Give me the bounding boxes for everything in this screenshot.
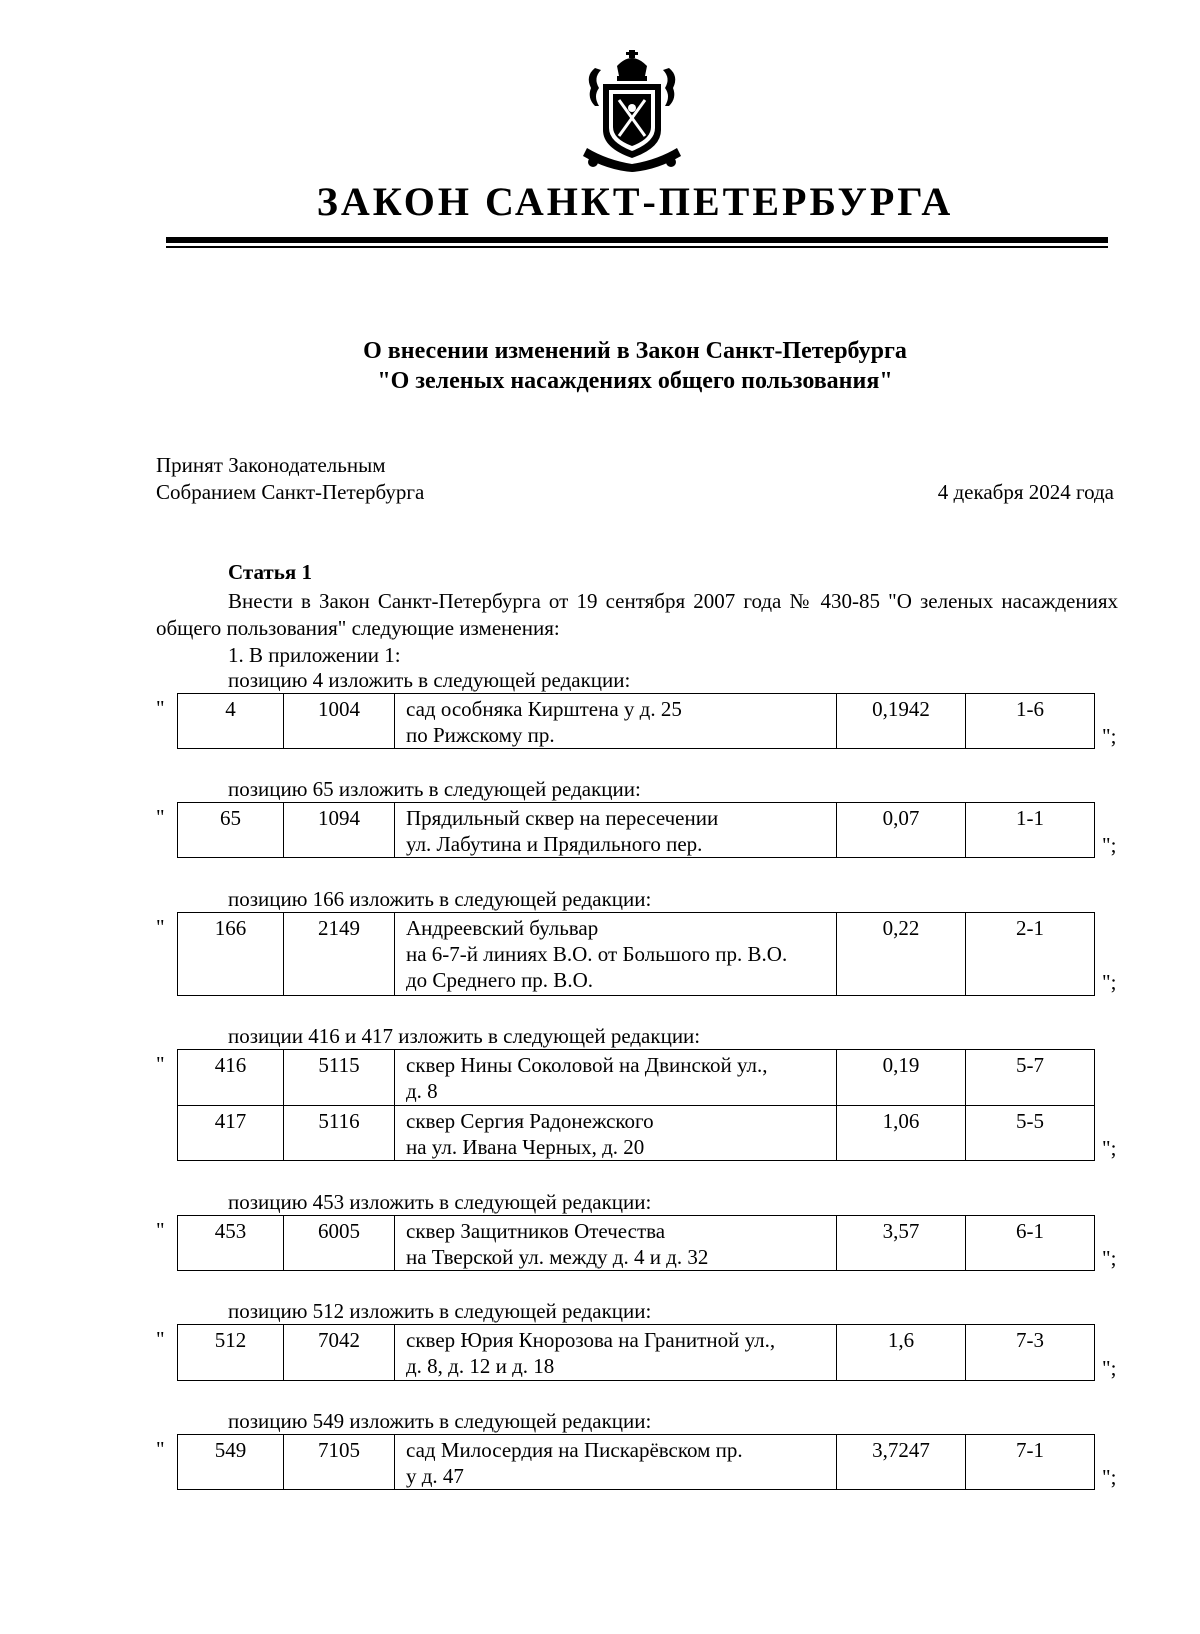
cell-name <box>395 803 837 858</box>
name-line: по Рижскому пр. <box>406 723 555 747</box>
title-rule-thick <box>166 237 1108 243</box>
block-intro: позицию 4 изложить в следующей редакции: <box>228 668 631 692</box>
cell-code: 6005 <box>284 1216 395 1271</box>
cell-position-number: 416 <box>178 1050 284 1106</box>
block-intro: позицию 512 изложить в следующей редакции: <box>228 1299 652 1323</box>
name-line: у д. 47 <box>406 1464 464 1488</box>
quote-close: "; <box>1102 1356 1117 1380</box>
quote-open: " <box>156 1052 165 1076</box>
cell-area: 1,06 <box>837 1106 966 1161</box>
article-title: Статья 1 <box>228 560 312 584</box>
block-intro: позицию 549 изложить в следующей редакции: <box>228 1409 652 1433</box>
article-text: Внести в Закон Санкт-Петербурга от 19 сентября 2007 года № 430-85 "О зеленых насаждениях общего пользования" следующие изменения: <box>156 589 1118 640</box>
name-line: сквер Защитников Отечества <box>406 1219 666 1243</box>
cell-code: 5116 <box>284 1106 395 1161</box>
cell-code: 1094 <box>284 803 395 858</box>
quote-close: "; <box>1102 1246 1117 1270</box>
document-subtitle <box>0 336 1200 396</box>
name-line: д. 8, д. 12 и д. 18 <box>406 1354 555 1378</box>
position-table <box>177 1049 1095 1161</box>
cell-code: 2149 <box>284 913 395 996</box>
table-row <box>178 1106 1095 1161</box>
name-line: сквер Юрия Кнорозова на Гранитной ул., <box>406 1328 776 1352</box>
cell-zone: 5-5 <box>966 1106 1095 1161</box>
quote-close: "; <box>1102 724 1117 748</box>
name-line: на Тверской ул. между д. 4 и д. 32 <box>406 1245 709 1269</box>
name-line: сад Милосердия на Пискарёвском пр. <box>406 1438 743 1462</box>
quote-close: "; <box>1102 970 1117 994</box>
quote-open: " <box>156 805 165 829</box>
name-line: Прядильный сквер на пересечении <box>406 806 719 830</box>
cell-zone: 1-1 <box>966 803 1095 858</box>
adoption-line-2: Собранием Санкт-Петербурга <box>156 480 425 504</box>
cell-zone: 7-3 <box>966 1325 1095 1381</box>
position-table <box>177 912 1095 996</box>
cell-area: 3,7247 <box>837 1435 966 1490</box>
quote-open: " <box>156 696 165 720</box>
table-row <box>178 803 1095 858</box>
name-line: ул. Лабутина и Прядильного пер. <box>406 832 703 856</box>
cell-zone: 7-1 <box>966 1435 1095 1490</box>
cell-position-number: 417 <box>178 1106 284 1161</box>
quote-open: " <box>156 1327 165 1351</box>
cell-name <box>395 913 837 996</box>
cell-area: 0,1942 <box>837 694 966 749</box>
cell-zone: 5-7 <box>966 1050 1095 1106</box>
cell-code: 7042 <box>284 1325 395 1381</box>
title-rule-thin <box>166 246 1108 248</box>
adoption-line-1: Принят Законодательным <box>156 453 386 477</box>
article-item: 1. В приложении 1: <box>228 643 401 667</box>
coat-of-arms-icon <box>577 48 687 172</box>
cell-name <box>395 1106 837 1161</box>
cell-position-number: 166 <box>178 913 284 996</box>
cell-code: 7105 <box>284 1435 395 1490</box>
cell-position-number: 453 <box>178 1216 284 1271</box>
name-line: на 6-7-й линиях В.О. от Большого пр. В.О. <box>406 942 788 966</box>
adoption-info <box>156 452 424 506</box>
cell-position-number: 65 <box>178 803 284 858</box>
name-line: д. 8 <box>406 1079 438 1103</box>
name-line: на ул. Ивана Черных, д. 20 <box>406 1135 645 1159</box>
table-row <box>178 1216 1095 1271</box>
cell-area: 1,6 <box>837 1325 966 1381</box>
cell-zone: 6-1 <box>966 1216 1095 1271</box>
position-table <box>177 802 1095 858</box>
cell-position-number: 549 <box>178 1435 284 1490</box>
block-intro: позицию 65 изложить в следующей редакции: <box>228 777 641 801</box>
cell-name <box>395 1325 837 1381</box>
cell-name <box>395 1050 837 1106</box>
name-line: сквер Сергия Радонежского <box>406 1109 654 1133</box>
cell-zone: 1-6 <box>966 694 1095 749</box>
table-row <box>178 694 1095 749</box>
position-table <box>177 1324 1095 1381</box>
document-title: ЗАКОН САНКТ-ПЕТЕРБУРГА <box>316 179 954 224</box>
quote-close: "; <box>1102 1136 1117 1160</box>
table-row <box>178 913 1095 996</box>
quote-open: " <box>156 1437 165 1461</box>
cell-name <box>395 694 837 749</box>
name-line: Андреевский бульвар <box>406 916 599 940</box>
name-line: до Среднего пр. В.О. <box>406 968 593 992</box>
block-intro: позицию 453 изложить в следующей редакции: <box>228 1190 652 1214</box>
cell-zone: 2-1 <box>966 913 1095 996</box>
cell-name <box>395 1435 837 1490</box>
cell-name <box>395 1216 837 1271</box>
block-intro: позиции 416 и 417 изложить в следующей редакции: <box>228 1024 701 1048</box>
table-row <box>178 1325 1095 1381</box>
subtitle-line-1: О внесении изменений в Закон Санкт-Петербурга <box>363 338 907 364</box>
cell-area: 0,22 <box>837 913 966 996</box>
cell-area: 0,19 <box>837 1050 966 1106</box>
position-table <box>177 693 1095 749</box>
quote-close: "; <box>1102 833 1117 857</box>
adoption-date: 4 декабря 2024 года <box>937 480 1114 504</box>
quote-close: "; <box>1102 1465 1117 1489</box>
position-table <box>177 1434 1095 1490</box>
subtitle-line-2: "О зеленых насаждениях общего пользования" <box>377 368 893 394</box>
cell-area: 0,07 <box>837 803 966 858</box>
cell-position-number: 512 <box>178 1325 284 1381</box>
table-row <box>178 1050 1095 1106</box>
name-line: сад особняка Кирштена у д. 25 <box>406 697 682 721</box>
name-line: сквер Нины Соколовой на Двинской ул., <box>406 1053 768 1077</box>
cell-code: 5115 <box>284 1050 395 1106</box>
quote-open: " <box>156 1218 165 1242</box>
table-row <box>178 1435 1095 1490</box>
block-intro: позицию 166 изложить в следующей редакции: <box>228 887 652 911</box>
cell-area: 3,57 <box>837 1216 966 1271</box>
position-table <box>177 1215 1095 1271</box>
quote-open: " <box>156 915 165 939</box>
cell-code: 1004 <box>284 694 395 749</box>
cell-position-number: 4 <box>178 694 284 749</box>
